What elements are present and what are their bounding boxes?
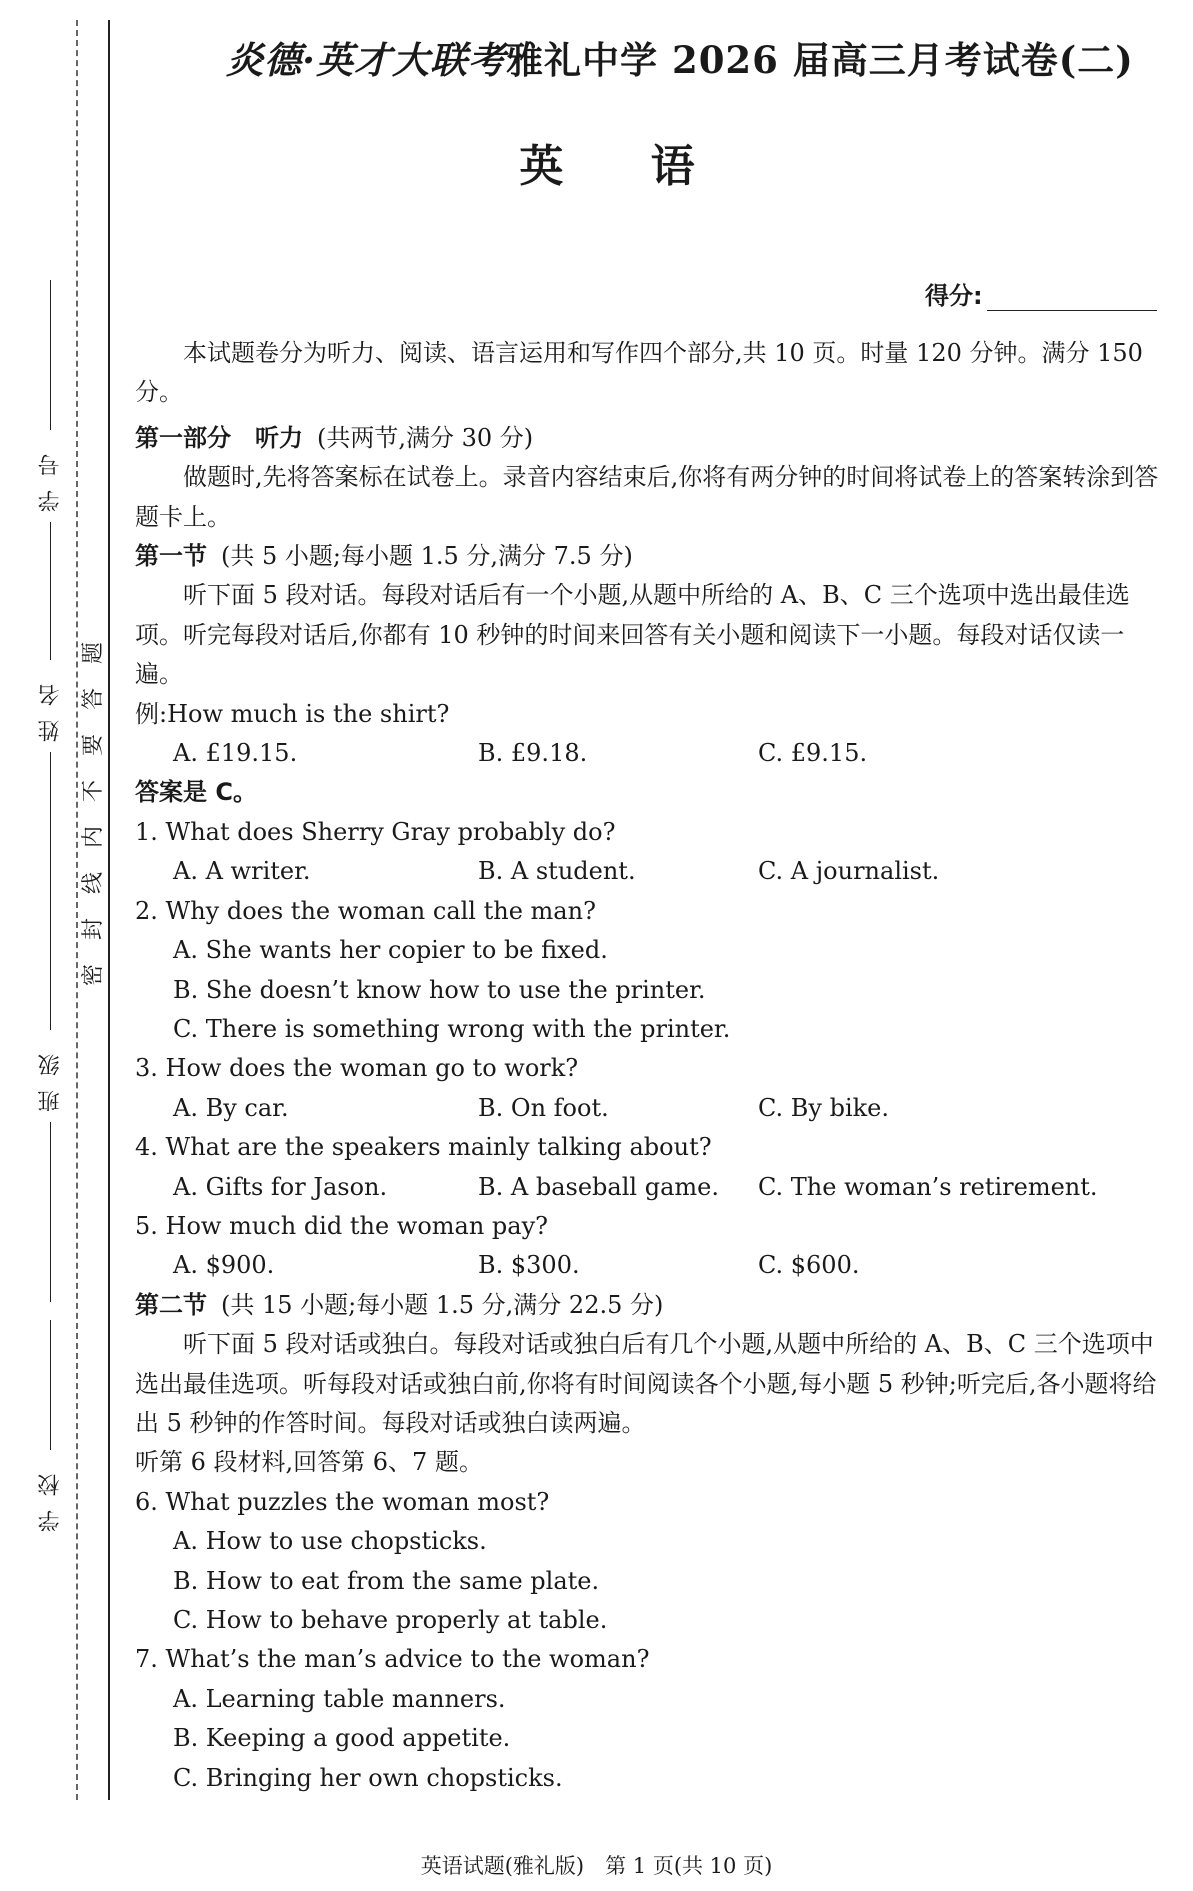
option-b: B. A baseball game.	[478, 1172, 719, 1201]
exam-title-rest: 雅礼中学 2026 届高三月考试卷(二)	[506, 38, 1134, 82]
exam-brand: 炎德·英才大联考	[226, 38, 507, 82]
warning-char: 答	[80, 687, 106, 711]
option-b: B. She doesn’t know how to use the printer.	[173, 975, 706, 1004]
score-label: 得分:	[925, 282, 983, 310]
option-b: B. $300.	[478, 1251, 580, 1280]
option-c: C. How to behave properly at table.	[173, 1606, 608, 1634]
option-c: C. Bringing her own chopsticks.	[173, 1763, 563, 1792]
question-text: 2. Why does the woman call the man?	[135, 896, 596, 925]
name-blank-2	[50, 752, 51, 932]
part1-instruction: 做题时,先将答案标在试卷上。录音内容结束后,你将有两分钟的时间将试卷上的答案转涂到答题卡上。	[135, 463, 1159, 531]
option-c: C. $600.	[758, 1251, 860, 1280]
example-question: 例:How much is the shirt?	[135, 699, 450, 728]
class-blank-2	[50, 1122, 51, 1302]
question-text: 5. How much did the woman pay?	[135, 1211, 549, 1240]
option-a: A. A writer.	[173, 857, 311, 886]
school-label: 学校	[37, 1460, 63, 1532]
options-row	[135, 1089, 1163, 1128]
option-a: A. Learning table manners.	[173, 1684, 506, 1713]
exam-title	[215, 30, 1145, 84]
option-b: B. £9.18.	[478, 739, 588, 768]
option-c: C. The woman’s retirement.	[758, 1172, 1098, 1201]
exam-content	[135, 334, 1163, 1798]
warning-char: 内	[80, 825, 106, 849]
option-c: C. By bike.	[758, 1093, 890, 1122]
intro-text: 本试题卷分为听力、阅读、语言运用和写作四个部分,共 10 页。时量 120 分钟。满分 150 分。	[135, 339, 1143, 407]
seal-dashed-line	[76, 20, 78, 1800]
class-label: 班级	[37, 1040, 63, 1112]
section1-title: 第一节	[135, 542, 207, 571]
option-a: A. Gifts for Jason.	[173, 1172, 388, 1201]
field-school	[30, 1320, 70, 1542]
section1-heading	[135, 537, 1163, 576]
section1-instruction: 听下面 5 段对话。每段对话后有一个小题,从题中所给的 A、B、C 三个选项中选出最佳选项。听完每段对话后,你都有 10 秒钟的时间来回答有关小题和阅读下一小题。每段对话仅读一遍。	[135, 581, 1130, 689]
option-b: B. Keeping a good appetite.	[173, 1724, 511, 1753]
option-b: B. How to eat from the same plate.	[173, 1566, 600, 1595]
student-number-label: 学号	[37, 440, 63, 512]
name-label: 姓名	[37, 670, 63, 742]
section1-note: (共 5 小题;每小题 1.5 分,满分 7.5 分)	[221, 542, 633, 571]
question-text: 3. How does the woman go to work?	[135, 1054, 579, 1083]
score-box	[925, 276, 1157, 311]
section2-note: (共 15 小题;每小题 1.5 分,满分 22.5 分)	[221, 1290, 664, 1319]
class-blank	[50, 930, 51, 1030]
option-c: C. £9.15.	[758, 739, 868, 768]
warning-char: 不	[80, 779, 106, 803]
option-c: C. A journalist.	[758, 857, 940, 886]
warning-char: 要	[80, 733, 106, 757]
warning-char: 题	[80, 641, 106, 665]
options-row	[135, 1168, 1163, 1207]
question-text: 4. What are the speakers mainly talking about?	[135, 1133, 712, 1162]
option-a: A. By car.	[173, 1093, 289, 1122]
section2-title: 第二节	[135, 1290, 207, 1319]
option-a: A. £19.15.	[173, 739, 298, 768]
option-b: B. A student.	[478, 857, 636, 886]
options-row	[135, 1246, 1163, 1285]
example-answer: 答案是 C。	[135, 778, 257, 807]
section1-questions	[135, 813, 1163, 1286]
options-row	[135, 852, 1163, 891]
question-text: 7. What’s the man’s advice to the woman?	[135, 1645, 650, 1674]
option-b: B. On foot.	[478, 1093, 609, 1122]
name-blank	[50, 560, 51, 660]
section2-heading	[135, 1286, 1163, 1325]
warning-char: 封	[80, 917, 106, 941]
field-name	[30, 560, 70, 932]
page-footer: 英语试题(雅礼版) 第 1 页(共 10 页)	[420, 1854, 773, 1878]
material-note: 听第 6 段材料,回答第 6、7 题。	[135, 1448, 483, 1477]
warning-char: 线	[80, 871, 106, 895]
section2-instruction: 听下面 5 段对话或独白。每段对话或独白后有几个小题,从题中所给的 A、B、C 三个选项中选出最佳选项。听每段对话或独白前,你将有时间阅读各个小题,每小题 5 秒钟;听完后,各小题将给出 5 秒钟的作答时间。每段对话或独白读两遍。	[135, 1330, 1157, 1437]
option-a: A. How to use chopsticks.	[173, 1527, 487, 1556]
part1-title: 第一部分 听力	[135, 423, 303, 452]
student-number-blank	[50, 280, 51, 430]
example-options	[135, 734, 1163, 773]
option-a: A. $900.	[173, 1251, 275, 1280]
section2-questions	[135, 1483, 1163, 1798]
option-a: A. She wants her copier to be fixed.	[173, 936, 608, 965]
school-blank	[50, 1320, 51, 1450]
seal-warning-text	[80, 630, 108, 998]
option-c: C. There is something wrong with the printer.	[173, 1014, 731, 1043]
question-text: 1. What does Sherry Gray probably do?	[135, 817, 616, 846]
field-class	[30, 930, 70, 1302]
warning-char: 密	[80, 963, 106, 987]
part1-note: (共两节,满分 30 分)	[317, 423, 534, 452]
part1-heading	[135, 419, 1163, 458]
subject-title: 英 语	[519, 141, 731, 192]
binding-border-line	[108, 20, 110, 1800]
score-blank[interactable]	[987, 284, 1157, 311]
question-text: 6. What puzzles the woman most?	[135, 1487, 550, 1516]
